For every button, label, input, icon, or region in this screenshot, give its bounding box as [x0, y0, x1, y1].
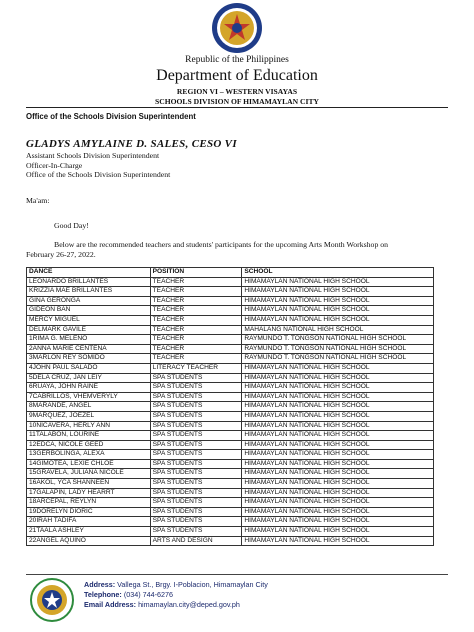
- table-row: [27, 306, 434, 316]
- table-row: [27, 354, 434, 364]
- footer-email: [84, 600, 240, 609]
- table-row: [27, 325, 434, 335]
- cell-school: HIMAMAYLAN NATIONAL HIGH SCHOOL: [242, 507, 434, 517]
- cell-position: SPA STUDENTS: [150, 469, 242, 479]
- republic-heading: Republic of the Philippines: [185, 55, 289, 65]
- cell-school: HIMAMAYLAN NATIONAL HIGH SCHOOL: [242, 431, 434, 441]
- cell-dance: 4JOHN PAUL SALADO: [27, 363, 151, 373]
- cell-dance: 14GIMOTEA, LEXIE CHLOE: [27, 459, 151, 469]
- table-row: [27, 287, 434, 297]
- cell-dance: GIDEON BAN: [27, 306, 151, 316]
- cell-dance: 21TAALA ASHLEY: [27, 527, 151, 537]
- table-row: [27, 469, 434, 479]
- deped-seal-icon: [211, 2, 263, 54]
- cell-school: HIMAMAYLAN NATIONAL HIGH SCHOOL: [242, 536, 434, 546]
- cell-position: SPA STUDENTS: [150, 373, 242, 383]
- table-row: [27, 431, 434, 441]
- cell-school: HIMAMAYLAN NATIONAL HIGH SCHOOL: [242, 383, 434, 393]
- cell-dance: 5DELA CRUZ, JAN LEIY: [27, 373, 151, 383]
- footer-address: [84, 580, 268, 589]
- cell-school: HIMAMAYLAN NATIONAL HIGH SCHOOL: [242, 363, 434, 373]
- region-heading: REGION VI – WESTERN VISAYAS: [176, 87, 298, 96]
- addressee-name: GLADYS AMYLAINE D. SALES, CESO VI: [26, 138, 237, 150]
- cell-school: HIMAMAYLAN NATIONAL HIGH SCHOOL: [242, 479, 434, 489]
- cell-dance: 20IRAH TADIFA: [27, 517, 151, 527]
- cell-position: SPA STUDENTS: [150, 421, 242, 431]
- email-label: Email Address:: [84, 600, 137, 609]
- table-row: [27, 277, 434, 287]
- table-row: [27, 536, 434, 546]
- division-logo-icon: [30, 578, 74, 622]
- cell-dance: 9MARQUEZ, JOEZEL: [27, 411, 151, 421]
- cell-school: HIMAMAYLAN NATIONAL HIGH SCHOOL: [242, 373, 434, 383]
- cell-dance: 19DORELYN DIORIC: [27, 507, 151, 517]
- table-row: [27, 335, 434, 345]
- table-row: [27, 411, 434, 421]
- cell-school: HIMAMAYLAN NATIONAL HIGH SCHOOL: [242, 287, 434, 297]
- cell-school: HIMAMAYLAN NATIONAL HIGH SCHOOL: [242, 296, 434, 306]
- body-paragraph-line-2: February 26-27, 2022.: [26, 250, 96, 259]
- cell-dance: 3MARLON REY SOMIDO: [27, 354, 151, 364]
- cell-position: SPA STUDENTS: [150, 440, 242, 450]
- cell-school: HIMAMAYLAN NATIONAL HIGH SCHOOL: [242, 450, 434, 460]
- table-row: [27, 402, 434, 412]
- table-row: [27, 450, 434, 460]
- cell-school: RAYMUNDO T. TONGSON NATIONAL HIGH SCHOOL: [242, 335, 434, 345]
- address-label: Address:: [84, 580, 116, 589]
- cell-dance: 13GERBOLINGA, ALEXA: [27, 450, 151, 460]
- table-header-row: [27, 268, 434, 278]
- cell-dance: KRIZZIA MAE BRILLANTES: [27, 287, 151, 297]
- cell-school: HIMAMAYLAN NATIONAL HIGH SCHOOL: [242, 315, 434, 325]
- cell-position: LITERACY TEACHER: [150, 363, 242, 373]
- cell-school: HIMAMAYLAN NATIONAL HIGH SCHOOL: [242, 277, 434, 287]
- cell-dance: 16AKOL, YCA SHANNEEN: [27, 479, 151, 489]
- table-row: [27, 479, 434, 489]
- cell-school: HIMAMAYLAN NATIONAL HIGH SCHOOL: [242, 392, 434, 402]
- table-row: [27, 507, 434, 517]
- cell-dance: 7CABRILLOS, VHEMVERYLY: [27, 392, 151, 402]
- body-paragraph-line-1: Below are the recommended teachers and students' participants for the upcoming Arts Month Workshop on: [54, 240, 389, 249]
- table-row: [27, 392, 434, 402]
- cell-position: SPA STUDENTS: [150, 392, 242, 402]
- cell-school: HIMAMAYLAN NATIONAL HIGH SCHOOL: [242, 469, 434, 479]
- cell-school: HIMAMAYLAN NATIONAL HIGH SCHOOL: [242, 517, 434, 527]
- cell-dance: 10NICAVERA, HERLY ANN: [27, 421, 151, 431]
- cell-dance: MERCY MIGUEL: [27, 315, 151, 325]
- table-row: [27, 498, 434, 508]
- footer-divider: [26, 574, 448, 575]
- cell-school: HIMAMAYLAN NATIONAL HIGH SCHOOL: [242, 402, 434, 412]
- cell-dance: 18ARCEPAL, REYLYN: [27, 498, 151, 508]
- table-row: [27, 373, 434, 383]
- address-value: Vallega St., Brgy. I-Poblacion, Himamaylan City: [117, 580, 268, 589]
- cell-position: SPA STUDENTS: [150, 431, 242, 441]
- cell-position: TEACHER: [150, 315, 242, 325]
- cell-position: SPA STUDENTS: [150, 383, 242, 393]
- addressee-title-3: Office of the Schools Division Superintendent: [26, 170, 171, 179]
- salutation: Ma'am:: [26, 196, 50, 205]
- cell-position: SPA STUDENTS: [150, 479, 242, 489]
- cell-dance: 11TALABON, LOURINE: [27, 431, 151, 441]
- greeting: Good Day!: [54, 221, 89, 230]
- table-row: [27, 488, 434, 498]
- cell-position: TEACHER: [150, 287, 242, 297]
- telephone-value: (034) 744-6276: [123, 590, 173, 599]
- cell-school: HIMAMAYLAN NATIONAL HIGH SCHOOL: [242, 488, 434, 498]
- office-label: Office of the Schools Division Superintendent: [26, 112, 196, 121]
- table-row: [27, 527, 434, 537]
- cell-position: TEACHER: [150, 277, 242, 287]
- cell-position: ARTS AND DESIGN: [150, 536, 242, 546]
- cell-dance: 8MARANDE, ANGEL: [27, 402, 151, 412]
- footer-telephone: [84, 590, 173, 599]
- table-row: [27, 421, 434, 431]
- cell-position: SPA STUDENTS: [150, 402, 242, 412]
- table-row: [27, 440, 434, 450]
- cell-dance: GINA GERONGA: [27, 296, 151, 306]
- cell-dance: 15GRAVELA, JULIANA NICOLE: [27, 469, 151, 479]
- cell-position: SPA STUDENTS: [150, 411, 242, 421]
- addressee-title-1: Assistant Schools Division Superintendent: [26, 151, 160, 160]
- table-body: [27, 277, 434, 546]
- cell-position: SPA STUDENTS: [150, 507, 242, 517]
- cell-school: RAYMUNDO T. TONGSON NATIONAL HIGH SCHOOL: [242, 344, 434, 354]
- addressee-title-2: Officer-In-Charge: [26, 161, 83, 170]
- footer: [0, 574, 474, 632]
- table-row: [27, 363, 434, 373]
- cell-school: HIMAMAYLAN NATIONAL HIGH SCHOOL: [242, 306, 434, 316]
- participants-table: [26, 267, 434, 546]
- cell-school: HIMAMAYLAN NATIONAL HIGH SCHOOL: [242, 527, 434, 537]
- cell-position: SPA STUDENTS: [150, 517, 242, 527]
- cell-dance: DELMARK GAVILE: [27, 325, 151, 335]
- cell-position: TEACHER: [150, 296, 242, 306]
- cell-school: HIMAMAYLAN NATIONAL HIGH SCHOOL: [242, 421, 434, 431]
- cell-position: SPA STUDENTS: [150, 488, 242, 498]
- cell-school: MAHALANG NATIONAL HIGH SCHOOL: [242, 325, 434, 335]
- cell-school: HIMAMAYLAN NATIONAL HIGH SCHOOL: [242, 459, 434, 469]
- cell-school: HIMAMAYLAN NATIONAL HIGH SCHOOL: [242, 440, 434, 450]
- cell-dance: 6RUAYA, JOHN RAINE: [27, 383, 151, 393]
- cell-dance: LEONARDO BRILLANTES: [27, 277, 151, 287]
- cell-school: HIMAMAYLAN NATIONAL HIGH SCHOOL: [242, 498, 434, 508]
- header-divider: [26, 107, 448, 108]
- cell-dance: 17GALAPIN, LADY HEARRT: [27, 488, 151, 498]
- cell-position: TEACHER: [150, 354, 242, 364]
- cell-dance: 1RIMA G. MELENO: [27, 335, 151, 345]
- cell-position: SPA STUDENTS: [150, 498, 242, 508]
- table-row: [27, 517, 434, 527]
- table-row: [27, 296, 434, 306]
- division-heading: SCHOOLS DIVISION OF HIMAMAYLAN CITY: [155, 97, 319, 106]
- table-row: [27, 459, 434, 469]
- cell-position: TEACHER: [150, 335, 242, 345]
- cell-dance: 2ANNA MARIE CENTENA: [27, 344, 151, 354]
- email-value: himamaylan.city@deped.gov.ph: [138, 600, 240, 609]
- column-header-position: POSITION: [150, 268, 242, 278]
- column-header-dance: DANCE: [27, 268, 151, 278]
- cell-position: TEACHER: [150, 325, 242, 335]
- cell-position: TEACHER: [150, 344, 242, 354]
- telephone-label: Telephone:: [84, 590, 122, 599]
- cell-dance: 22ANGEL AQUINO: [27, 536, 151, 546]
- cell-position: TEACHER: [150, 306, 242, 316]
- cell-position: SPA STUDENTS: [150, 450, 242, 460]
- column-header-school: SCHOOL: [242, 268, 434, 278]
- table-row: [27, 383, 434, 393]
- department-heading: Department of Education: [156, 67, 318, 84]
- cell-position: SPA STUDENTS: [150, 459, 242, 469]
- cell-dance: 12EDCA, NICOLE GEED: [27, 440, 151, 450]
- cell-school: RAYMUNDO T. TONGSON NATIONAL HIGH SCHOOL: [242, 354, 434, 364]
- table-row: [27, 315, 434, 325]
- cell-school: HIMAMAYLAN NATIONAL HIGH SCHOOL: [242, 411, 434, 421]
- cell-position: SPA STUDENTS: [150, 527, 242, 537]
- table-row: [27, 344, 434, 354]
